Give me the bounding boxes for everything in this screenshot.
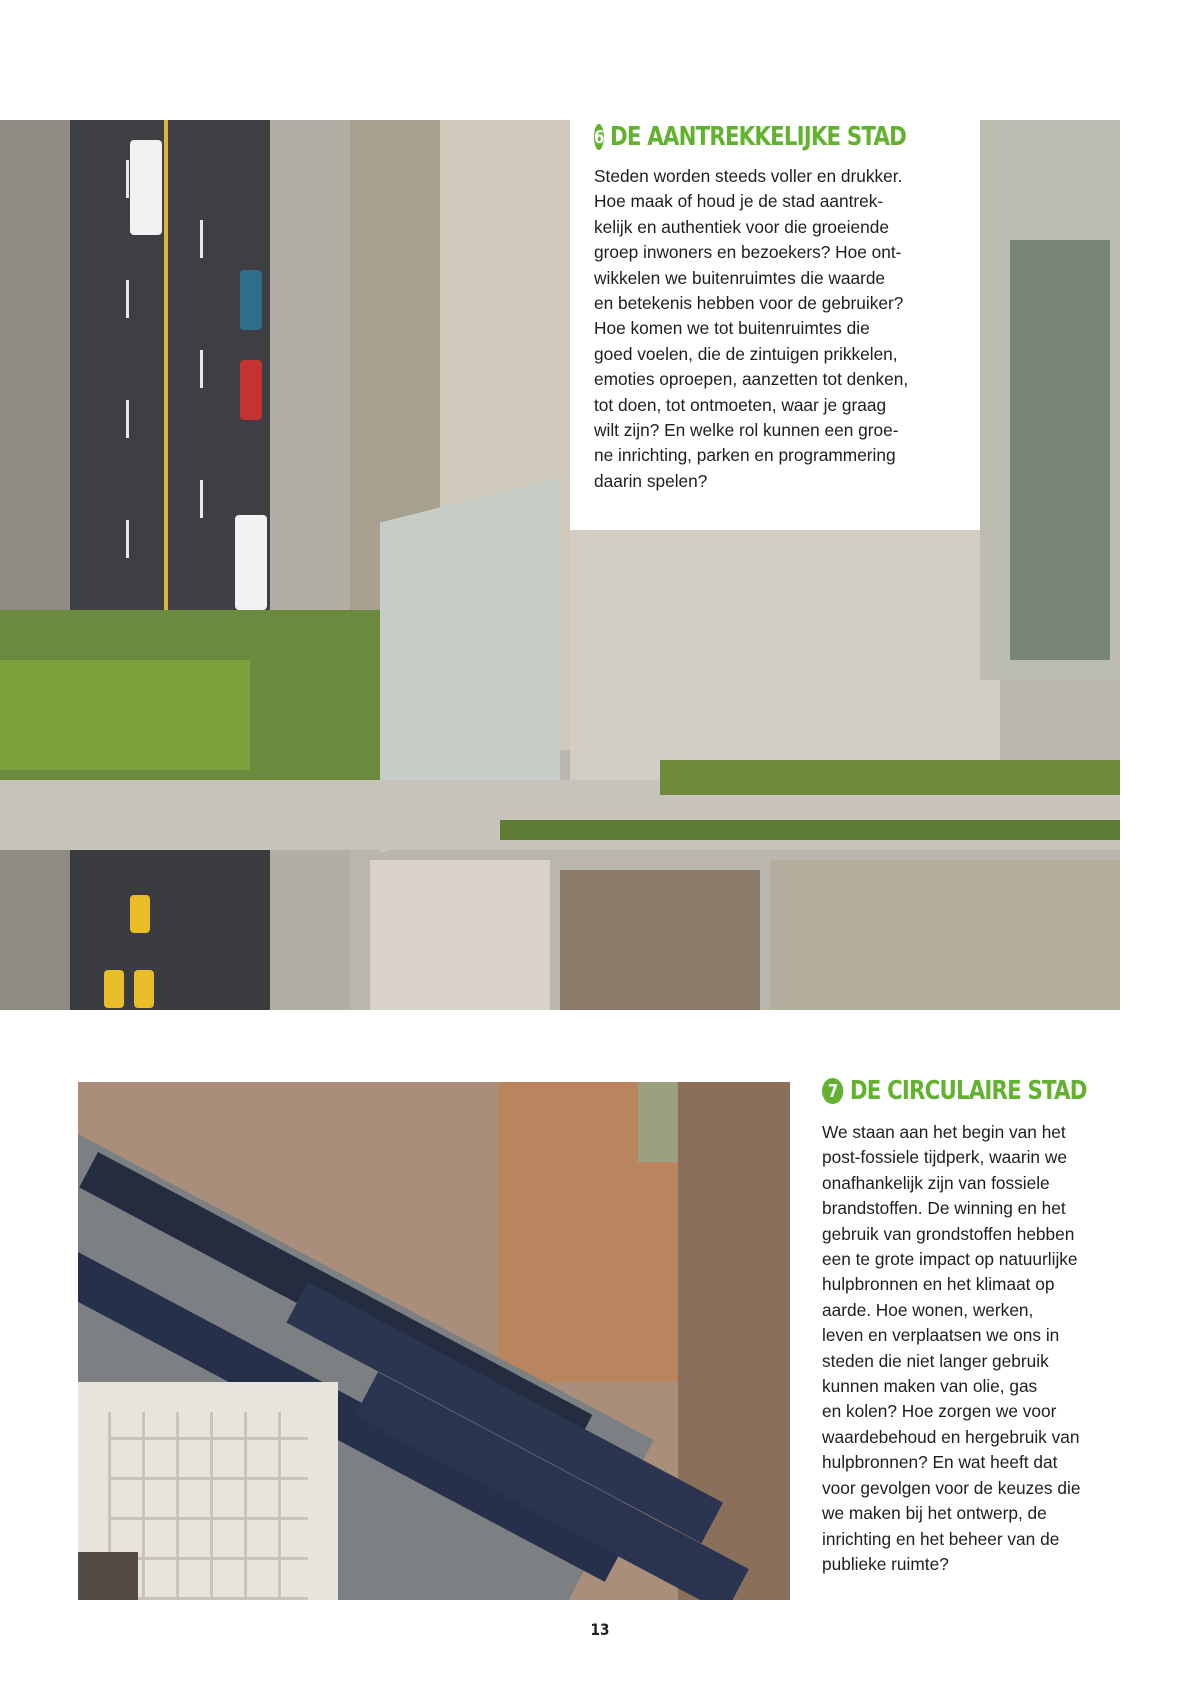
body-line: Hoe maak of houd je de stad aantrek- — [594, 191, 884, 212]
body-line: voor gevolgen voor de keuzes die — [822, 1477, 1081, 1498]
section-6-panel — [570, 112, 980, 530]
body-line: emoties oproepen, aanzetten tot denken, — [594, 369, 909, 390]
planting — [660, 760, 1120, 795]
road-dash — [126, 520, 129, 558]
road-dash — [126, 160, 129, 198]
section-7-body — [822, 1120, 1182, 1577]
building-roof — [770, 860, 1120, 1010]
road-dash — [200, 220, 203, 258]
road-dash — [126, 400, 129, 438]
building-edge — [78, 1552, 138, 1600]
body-line: we maken bij het ontwerp, de — [822, 1503, 1047, 1524]
body-line: aarde. Hoe wonen, werken, — [822, 1299, 1034, 1320]
body-line: hulpbronnen en het klimaat op — [822, 1274, 1055, 1295]
page-number: 13 — [590, 1620, 610, 1639]
body-line: wilt zijn? En welke rol kunnen een groe- — [594, 420, 899, 441]
car — [240, 360, 262, 420]
body-line: leven en verplaatsen we ons in — [822, 1325, 1060, 1346]
body-line: kunnen maken van olie, gas — [822, 1376, 1038, 1397]
taxi — [130, 895, 150, 933]
lawn — [0, 660, 250, 770]
body-line: waardebehoud en hergebruik van — [822, 1426, 1080, 1447]
body-line: hulpbronnen? En wat heeft dat — [822, 1452, 1058, 1473]
taxi — [134, 970, 154, 1008]
taxi — [104, 970, 124, 1008]
body-line: Steden worden steeds voller en drukker. — [594, 166, 903, 186]
body-line: tot doen, tot ontmoeten, waar je graag — [594, 394, 887, 415]
sidewalk — [0, 120, 70, 1010]
truck — [130, 140, 162, 235]
road-dash — [200, 350, 203, 388]
body-line: en betekenis hebben voor de gebruiker? — [594, 293, 904, 314]
section-number-badge: 7 — [822, 1078, 843, 1104]
section-7-title: DE CIRCULAIRE STAD — [849, 1076, 1087, 1106]
body-line: daarin spelen? — [594, 470, 708, 491]
body-line: post-fossiele tijdperk, waarin we — [822, 1147, 1067, 1168]
body-line: Hoe komen we tot buitenruimtes die — [594, 318, 870, 339]
body-line: groep inwoners en bezoekers? Hoe ont- — [594, 242, 902, 263]
body-line: een te grote impact op natuurlijke — [822, 1249, 1078, 1270]
section-7-panel — [822, 1076, 1182, 1577]
body-line: gebruik van grondstoffen hebben — [822, 1223, 1075, 1244]
section-number-badge: 6 — [594, 124, 603, 150]
building-windows — [1010, 240, 1110, 660]
car — [240, 270, 262, 330]
road-dash — [200, 480, 203, 518]
planting — [500, 820, 1120, 840]
section-6-title: DE AANTREKKELIJKE STAD — [610, 122, 907, 152]
body-line: en kolen? Hoe zorgen we voor — [822, 1401, 1057, 1422]
trees — [560, 870, 760, 1010]
body-line: steden die niet langer gebruik — [822, 1350, 1049, 1371]
body-line: ne inrichting, parken en programmering — [594, 445, 896, 466]
body-line: goed voelen, die de zintuigen prikkelen, — [594, 343, 898, 364]
body-line: We staan aan het begin van het — [822, 1122, 1066, 1142]
section-6-heading — [594, 122, 907, 152]
section-7-heading — [822, 1076, 1117, 1106]
road-dash — [126, 280, 129, 318]
sidewalk — [270, 120, 350, 1010]
body-line: onafhankelijk zijn van fossiele — [822, 1172, 1050, 1193]
building-roof — [370, 860, 550, 1010]
street — [70, 850, 270, 1010]
body-line: inrichting en het beheer van de — [822, 1528, 1060, 1549]
truck — [235, 515, 267, 610]
body-line: kelijk en authentiek voor die groeiende — [594, 216, 889, 237]
body-line: publieke ruimte? — [822, 1553, 949, 1574]
section-6-body — [594, 164, 958, 494]
body-line: wikkelen we buitenruimtes die waarde — [594, 267, 886, 288]
body-line: brandstoffen. De winning en het — [822, 1198, 1066, 1219]
solar-rooftop-photo — [78, 1082, 790, 1600]
facade-grid — [108, 1412, 308, 1600]
